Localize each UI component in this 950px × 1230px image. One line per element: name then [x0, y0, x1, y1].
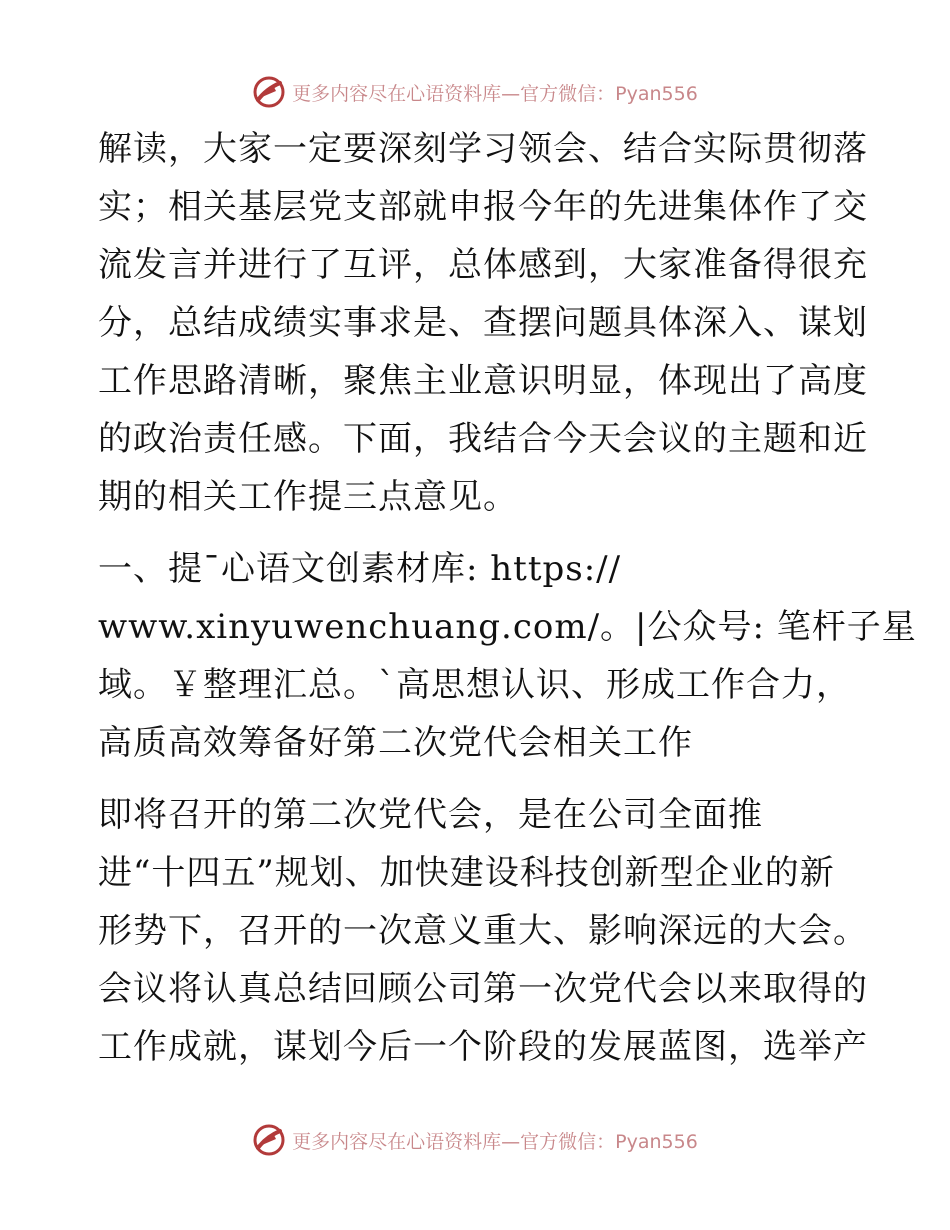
text-line: 形势下，召开的一次意义重大、影响深远的大会。 — [98, 911, 868, 951]
header-banner-text: 更多内容尽在心语资料库—官方微信：Pyan556 — [292, 82, 698, 105]
text-line: 解读，大家一定要深刻学习领会、结合实际贯彻落 — [98, 129, 868, 169]
text-line: 工作成就，谋划今后一个阶段的发展蓝图，选举产 — [98, 1027, 868, 1067]
header-banner — [0, 70, 950, 114]
text-line: 的政治责任感。下面，我结合今天会议的主题和近 — [98, 419, 868, 459]
footer-banner-text: 更多内容尽在心语资料库—官方微信：Pyan556 — [292, 1130, 698, 1153]
text-line: 工作思路清晰，聚焦主业意识明显，体现出了高度 — [98, 361, 868, 401]
text-line: 即将召开的第二次党代会，是在公司全面推 — [98, 795, 763, 835]
text-line: 域。￥整理汇总。`高思想认识、形成工作合力， — [98, 665, 851, 705]
paragraph-congress — [98, 786, 868, 1076]
text-line: www.xinyuwenchuang.com/。|公众号: 笔杆子星 — [98, 607, 917, 647]
text-line: 分，总结成绩实事求是、查摆问题具体深入、谋划 — [98, 303, 868, 343]
text-line: 会议将认真总结回顾公司第一次党代会以来取得的 — [98, 969, 868, 1009]
text-line: 期的相关工作提三点意见。 — [98, 477, 518, 517]
text-line: 流发言并进行了互评，总体感到，大家准备得很充 — [98, 245, 868, 285]
document-body — [98, 120, 917, 1076]
paragraph-intro — [98, 120, 868, 526]
text-line: 实；相关基层党支部就申报今年的先进集体作了交 — [98, 187, 868, 227]
pen-logo-icon — [252, 75, 286, 109]
section-heading-1 — [98, 540, 917, 772]
text-line: 一、提¯心语文创素材库: https:// — [98, 549, 622, 589]
pen-logo-icon — [252, 1123, 286, 1157]
text-line: 进“十四五”规划、加快建设科技创新型企业的新 — [98, 853, 835, 893]
text-line: 高质高效筹备好第二次党代会相关工作 — [98, 723, 693, 763]
footer-banner — [0, 1118, 950, 1162]
